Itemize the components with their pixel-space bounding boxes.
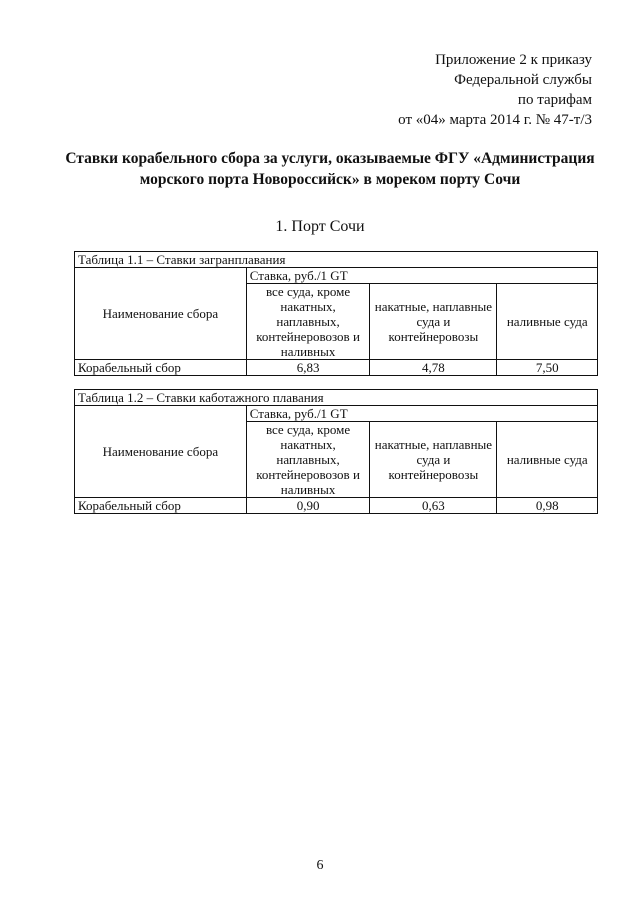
column-header: накатные, наплавные суда и контейнеровозы (370, 422, 497, 498)
rate-value-cell: 6,83 (246, 360, 370, 376)
column-header: наливные суда (497, 422, 598, 498)
rate-header: Ставка, руб./1 GT (246, 268, 597, 284)
fee-name-cell: Корабельный сбор (75, 498, 247, 514)
rate-value-cell: 0,63 (370, 498, 497, 514)
table-caption: Таблица 1.2 – Ставки каботажного плавания (75, 390, 598, 406)
document-title (60, 148, 600, 190)
fee-name-header: Наименование сбора (75, 406, 247, 498)
rates-table-foreign (74, 251, 598, 376)
page-number: 6 (316, 858, 324, 873)
rate-value-cell: 0,98 (497, 498, 598, 514)
header-line: Федеральной службы (454, 72, 592, 88)
column-header: все суда, кроме накатных, наплавных, контейнеровозов и наливных (246, 422, 370, 498)
table-row (75, 360, 598, 376)
header-line: Приложение 2 к приказу (435, 52, 592, 68)
column-header: все суда, кроме накатных, наплавных, контейнеровозов и наливных (246, 284, 370, 360)
section-heading: 1. Порт Сочи (275, 218, 365, 235)
table-caption: Таблица 1.1 – Ставки загранплавания (75, 252, 598, 268)
rate-header: Ставка, руб./1 GT (246, 406, 597, 422)
header-line: по тарифам (517, 92, 592, 108)
rates-table-cabotage (74, 389, 598, 514)
rate-value-cell: 4,78 (370, 360, 497, 376)
header-line: от «04» марта 2014 г. № 47-т/3 (398, 112, 592, 128)
appendix-header (398, 50, 592, 130)
title-line: морского порта Новороссийск» в мореком порту Сочи (139, 171, 521, 188)
fee-name-header: Наименование сбора (75, 268, 247, 360)
title-line: Ставки корабельного сбора за услуги, оказываемые ФГУ «Администрация (65, 150, 595, 167)
column-header: наливные суда (497, 284, 598, 360)
column-header: накатные, наплавные суда и контейнеровозы (370, 284, 497, 360)
table-row (75, 498, 598, 514)
rate-value-cell: 0,90 (246, 498, 370, 514)
rate-value-cell: 7,50 (497, 360, 598, 376)
fee-name-cell: Корабельный сбор (75, 360, 247, 376)
